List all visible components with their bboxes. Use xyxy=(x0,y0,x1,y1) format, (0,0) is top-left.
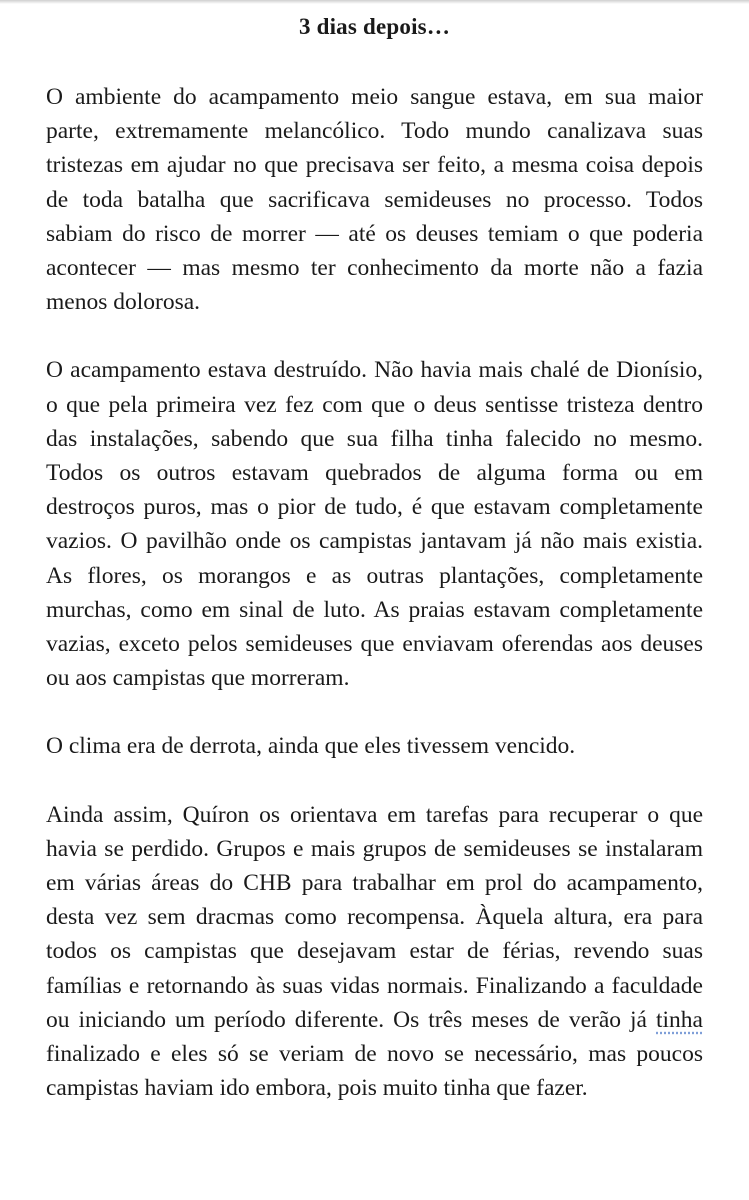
paragraph-4-text-end: finalizado e eles só se veriam de novo se necessário, mas poucos campistas haviam ido embora, pois muito tinha que fazer. xyxy=(46,1041,703,1102)
document-page xyxy=(46,10,703,1139)
paragraph-4-text-start: Ainda assim, Quíron os orientava em tarefas para recuperar o que havia se perdido. Grupos e mais grupos de semideuses se instalaram em várias áreas do CHB para trabalhar em prol do acampamento, desta vez sem dracmas como recompensa. Àquela altura, era para todos os campistas que desejavam estar de férias, revendo suas famílias e retornando às suas vidas normais. Finalizando a faculdade ou iniciando um período diferente. Os três meses de verão já xyxy=(46,801,703,1033)
chapter-heading: 3 dias depois… xyxy=(298,14,451,39)
top-edge xyxy=(0,0,749,4)
paragraph-2: O acampamento estava destruído. Não havia mais chalé de Dionísio, o que pela primeira vez fez com que o deus sentisse tristeza dentro das instalações, sabendo que sua filha tinha falecido no mesmo. Todos os outros estavam quebrados de alguma forma ou em destroços puros, mas o pior de tudo, é que estavam completamente vazios. O pavilhão onde os campistas jantavam já não mais existia. As flores, os morangos e as outras plantações, completamente murchas, como em sinal de luto. As praias estavam completamente vazias, exceto pelos semideuses que enviavam oferendas aos deuses ou aos campistas que morreram. xyxy=(46,357,703,692)
paragraph-1: O ambiente do acampamento meio sangue estava, em sua maior parte, extremamente melancólico. Todo mundo canalizava suas tristezas em ajudar no que precisava ser feito, a mesma coisa depois de toda batalha que sacrificava semideuses no processo. Todos sabiam do risco de morrer — até os deuses temiam o que poderia acontecer — mas mesmo ter conhecimento da morte não a fazia menos dolorosa. xyxy=(46,84,703,316)
paragraph-4 xyxy=(46,798,703,1106)
underlined-word: tinha xyxy=(656,1006,703,1033)
paragraph-3: O clima era de derrota, ainda que eles tivessem vencido. xyxy=(46,733,576,760)
